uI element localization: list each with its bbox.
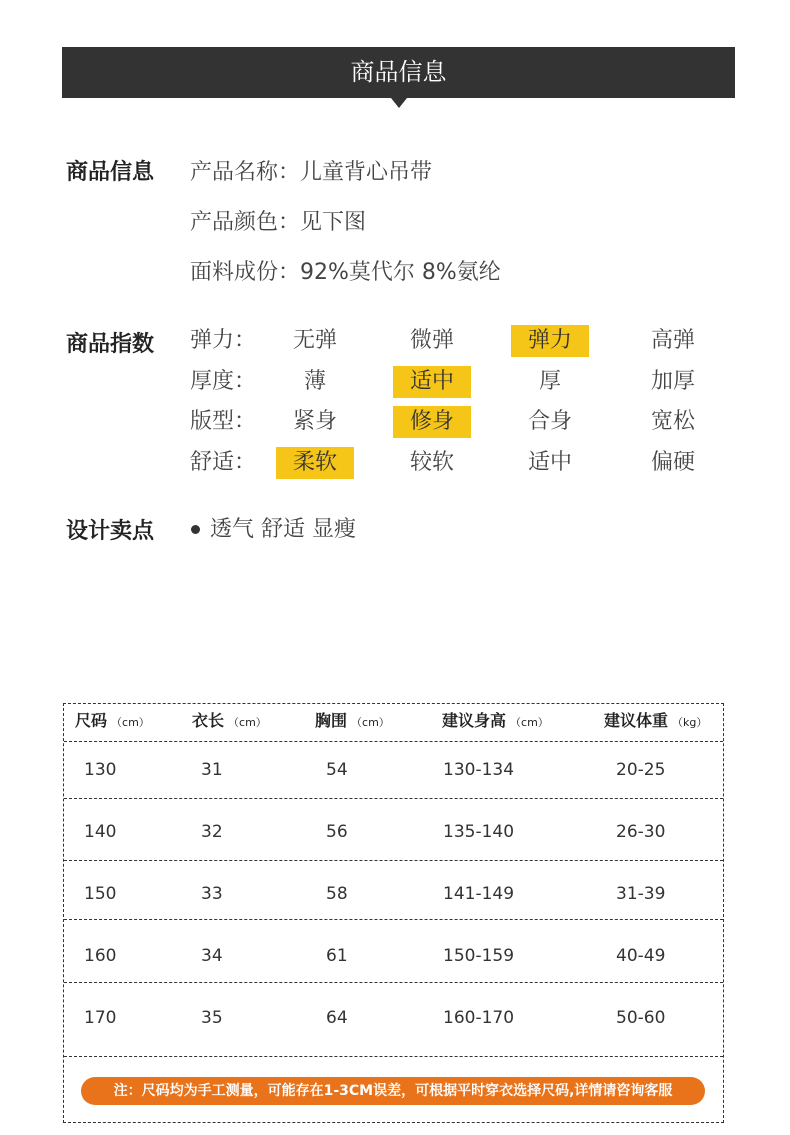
table-cell: 31-39: [616, 884, 666, 904]
table-cell: 160: [84, 946, 117, 966]
table-cell: 130-134: [443, 760, 515, 780]
index-option: 适中: [393, 366, 471, 398]
product-index-label: 商品指数: [66, 332, 155, 357]
table-divider: [64, 982, 723, 983]
design-label: 设计卖点: [66, 519, 155, 544]
index-option: 较软: [409, 450, 454, 475]
size-table: [63, 703, 724, 1123]
index-option: 无弹: [292, 328, 337, 353]
weight-header: 建议体重 （kg）: [604, 711, 708, 730]
table-cell: 64: [326, 1008, 348, 1028]
product-name-line: 产品名称：儿童背心吊带: [190, 160, 433, 185]
index-row-fit: [190, 406, 730, 438]
index-option: 修身: [393, 406, 471, 438]
size-header: 尺码 （cm）: [75, 711, 150, 730]
table-cell: 33: [201, 884, 223, 904]
table-cell: 26-30: [616, 822, 666, 842]
index-option: 偏硬: [650, 450, 695, 475]
product-color-line: 产品颜色：见下图: [190, 210, 367, 235]
index-option: 柔软: [276, 447, 354, 479]
table-cell: 150-159: [443, 946, 515, 966]
table-cell: 32: [201, 822, 223, 842]
index-row-thickness: [190, 366, 730, 398]
table-cell: 50-60: [616, 1008, 666, 1028]
product-info-label: 商品信息: [66, 160, 155, 185]
table-cell: 40-49: [616, 946, 666, 966]
table-cell: 54: [326, 760, 348, 780]
measurement-note: 注：尺码均为手工测量，可能存在1-3CM误差，可根据平时穿衣选择尺码,详情请咨询客服: [81, 1077, 705, 1105]
chest-header: 胸围 （cm）: [315, 711, 390, 730]
index-option: 适中: [527, 450, 572, 475]
index-option: 合身: [527, 409, 572, 434]
table-divider: [64, 798, 723, 799]
table-cell: 135-140: [443, 822, 515, 842]
index-row-name: 版型：: [190, 409, 257, 434]
index-row-name: 厚度：: [190, 369, 257, 394]
fabric-line: 面料成份：92%莫代尔 8%氨纶: [190, 260, 501, 285]
index-option: 加厚: [650, 369, 695, 394]
index-row-name: 舒适：: [190, 450, 257, 475]
index-option: 弹力: [511, 325, 589, 357]
table-divider: [64, 1056, 723, 1057]
bullet-icon: [191, 525, 200, 534]
table-cell: 141-149: [443, 884, 515, 904]
table-cell: 130: [84, 760, 117, 780]
table-cell: 150: [84, 884, 117, 904]
index-option: 高弹: [650, 328, 695, 353]
table-cell: 34: [201, 946, 223, 966]
table-cell: 31: [201, 760, 223, 780]
table-cell: 58: [326, 884, 348, 904]
table-cell: 160-170: [443, 1008, 515, 1028]
design-points: 透气 舒适 显瘦: [210, 517, 356, 542]
index-option: 紧身: [292, 409, 337, 434]
banner-arrow-icon: [391, 98, 407, 108]
section-banner: 商品信息: [62, 47, 735, 98]
index-row-name: 弹力：: [190, 328, 257, 353]
length-header: 衣长 （cm）: [192, 711, 267, 730]
table-cell: 56: [326, 822, 348, 842]
height-header: 建议身高 （cm）: [442, 711, 549, 730]
index-option: 薄: [303, 369, 326, 394]
index-option: 厚: [538, 369, 561, 394]
table-cell: 61: [326, 946, 348, 966]
index-row-elasticity: [190, 325, 730, 357]
index-row-comfort: [190, 447, 730, 479]
table-cell: 35: [201, 1008, 223, 1028]
table-divider: [64, 919, 723, 920]
table-divider: [64, 741, 723, 742]
index-option: 微弹: [409, 328, 454, 353]
table-cell: 170: [84, 1008, 117, 1028]
table-cell: 20-25: [616, 760, 666, 780]
table-cell: 140: [84, 822, 117, 842]
index-option: 宽松: [650, 409, 695, 434]
table-divider: [64, 860, 723, 861]
